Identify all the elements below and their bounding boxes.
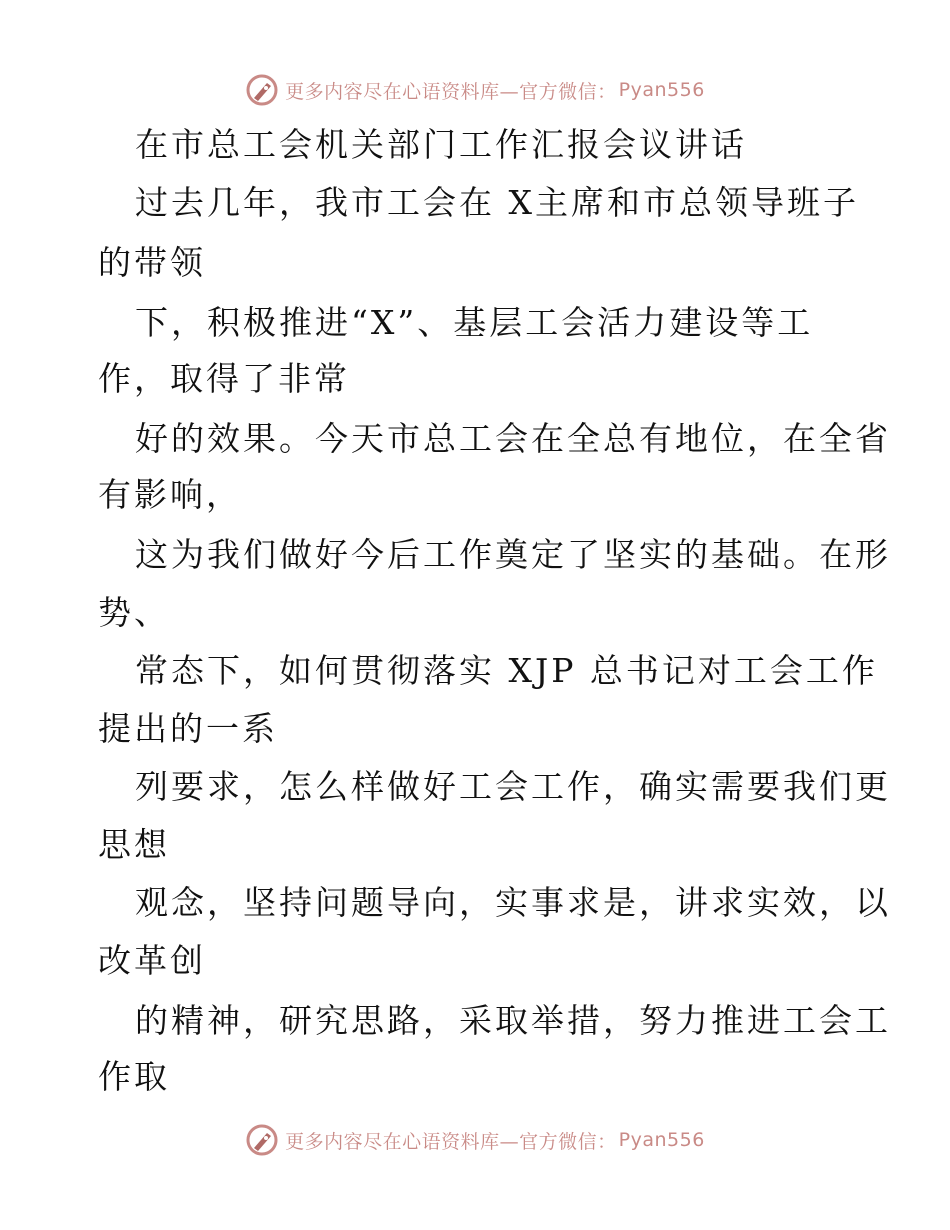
document-title: 在市总工会机关部门工作汇报会议讲话 (135, 125, 747, 164)
pen-nib-logo-icon (245, 1123, 279, 1157)
text-line: 过去几年，我市工会在 X主席和市总领导班子 (135, 183, 859, 222)
text-line: 这为我们做好今后工作奠定了坚实的基础。在形 (135, 535, 891, 574)
watermark-wechat-id: Pyan556 (618, 79, 705, 101)
text-line: 思想 (98, 825, 170, 864)
watermark-text: 更多内容尽在心语资料库—官方微信： (285, 80, 617, 103)
text-line: 常态下，如何贯彻落实 XJP 总书记对工会工作 (135, 651, 878, 690)
pen-nib-logo-icon (245, 73, 279, 107)
text-line: 的带领 (98, 243, 206, 282)
header-watermark (0, 70, 950, 110)
text-line: 作，取得了非常 (98, 359, 350, 398)
text-line: 有影响， (98, 475, 242, 514)
text-line: 观念，坚持问题导向，实事求是，讲求实效，以 (135, 883, 891, 922)
watermark-text: 更多内容尽在心语资料库—官方微信： (285, 1130, 617, 1153)
watermark-wechat-id: Pyan556 (618, 1129, 705, 1151)
text-line: 势、 (98, 593, 170, 632)
text-line: 的精神，研究思路，采取举措，努力推进工会工 (135, 1001, 891, 1040)
footer-watermark (0, 1120, 950, 1160)
text-line: 改革创 (98, 941, 206, 980)
text-line: 列要求，怎么样做好工会工作，确实需要我们更 (135, 767, 891, 806)
text-line: 好的效果。今天市总工会在全总有地位，在全省 (135, 419, 891, 458)
text-line: 下，积极推进“X”、基层工会活力建设等工 (135, 303, 814, 342)
text-line: 提出的一系 (98, 709, 278, 748)
text-line: 作取 (98, 1057, 170, 1096)
